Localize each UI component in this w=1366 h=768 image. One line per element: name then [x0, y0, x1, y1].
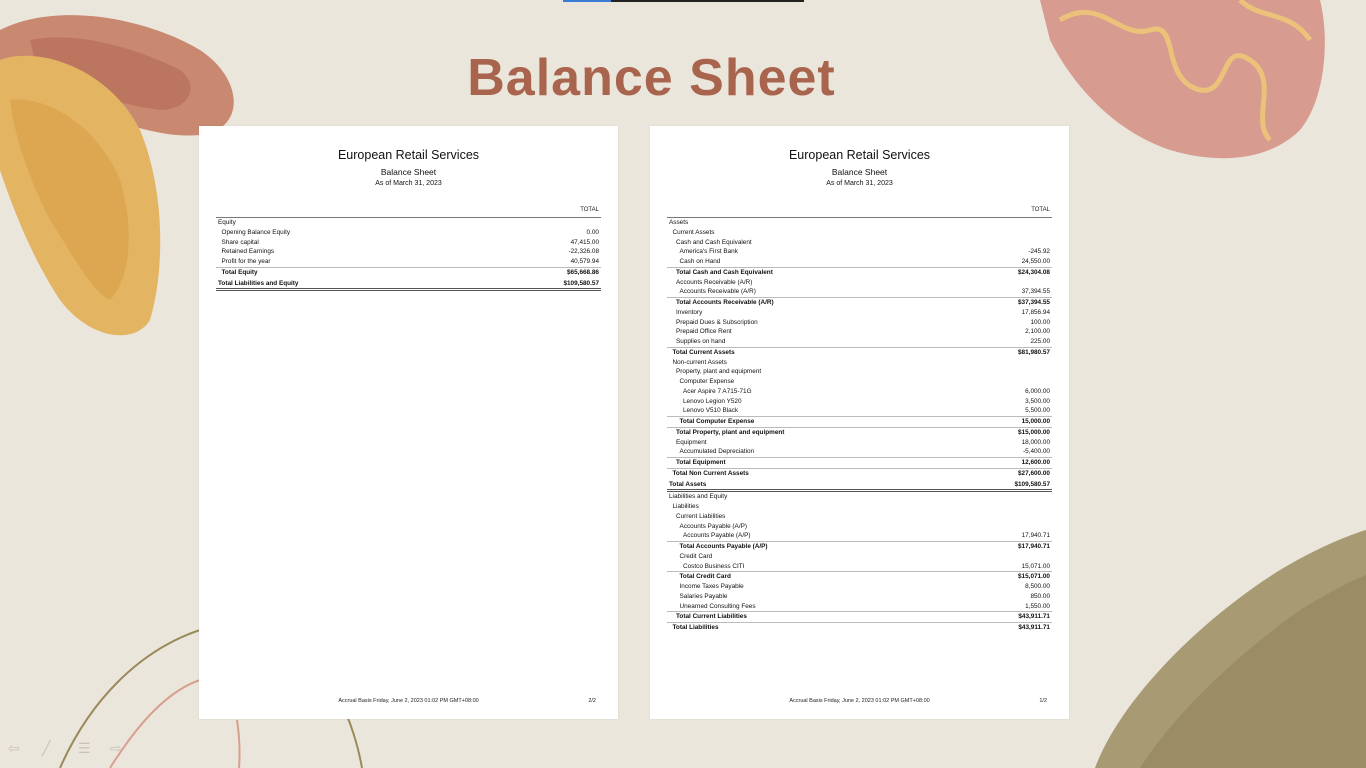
report-rows: [667, 218, 1052, 633]
report-row: [667, 367, 1052, 377]
row-value: -5,400.00: [1022, 448, 1050, 456]
report-row: [667, 447, 1052, 457]
row-label: Supplies on hand: [676, 338, 726, 345]
pink-line-2: [237, 720, 240, 768]
row-label: Total Current Assets: [672, 348, 735, 356]
row-label: Lenovo Legion Y520: [683, 397, 742, 405]
row-label: Total Cash and Cash Equivalent: [676, 268, 773, 276]
row-value: 17,856.94: [1021, 308, 1050, 316]
row-value: 0.00: [586, 228, 599, 236]
row-label: Computer Expense: [679, 378, 735, 385]
slideshow-controls: [8, 740, 138, 756]
report-total-row: [667, 611, 1052, 622]
row-value: 15,000.00: [1021, 418, 1050, 425]
row-label: Total Assets: [669, 480, 707, 488]
report-total-row: [667, 427, 1052, 438]
row-label: Total Liabilities: [672, 624, 719, 631]
row-value: 8,500.00: [1025, 583, 1050, 590]
row-label: Income Taxes Payable: [679, 583, 744, 590]
report-rows: [216, 218, 601, 291]
report-total-row: [667, 267, 1052, 278]
report-row: [667, 592, 1052, 602]
report-row: [667, 582, 1052, 592]
row-label: Non-current Assets: [672, 358, 727, 366]
row-label: Lenovo V510 Black: [683, 407, 739, 415]
row-value: $15,000.00: [1018, 428, 1050, 436]
report-title: Balance Sheet: [380, 167, 437, 177]
report-total-row: [667, 457, 1052, 468]
row-value: 2,100.00: [1025, 328, 1050, 336]
row-label: Total Equity: [221, 268, 258, 276]
row-label: Accounts Payable (A/P): [683, 532, 751, 540]
row-label: Costco Business CITI: [683, 562, 745, 570]
row-value: 5,500.00: [1025, 407, 1050, 415]
report-total-row: [667, 347, 1052, 358]
report-row: [216, 247, 601, 257]
report-row: [216, 218, 601, 228]
row-value: 12,600.00: [1021, 459, 1050, 466]
report-row: [667, 522, 1052, 532]
report-date: As of March 31, 2023: [375, 180, 442, 187]
page-number: 1/2: [1039, 698, 1047, 704]
top-progress-fill: [563, 0, 611, 2]
row-value: 17,940.71: [1021, 532, 1050, 540]
row-label: Inventory: [676, 308, 703, 316]
row-label: Share capital: [221, 238, 259, 246]
report-total-row: [667, 571, 1052, 582]
row-label: Unearned Consulting Fees: [679, 602, 756, 610]
report-row: [667, 377, 1052, 387]
row-value: $109,580.57: [563, 279, 599, 287]
row-label: Total Liabilities and Equity: [218, 279, 299, 287]
report-row: [667, 308, 1052, 318]
report-row: [667, 238, 1052, 248]
row-label: Acer Aspire 7 A715-71G: [683, 387, 752, 395]
row-label: Property, plant and equipment: [676, 368, 762, 376]
company-name: European Retail Services: [337, 148, 480, 162]
row-value: -245.92: [1028, 248, 1050, 256]
slide-title: Balance Sheet: [467, 49, 836, 107]
row-label: America's First Bank: [679, 248, 738, 256]
row-value: -22,326.08: [568, 248, 599, 256]
report-row: [667, 438, 1052, 448]
report-table: [216, 207, 601, 291]
report-row: [667, 502, 1052, 512]
row-label: Accounts Payable (A/P): [679, 522, 747, 530]
row-value: $65,668.86: [567, 268, 599, 276]
row-label: Credit Card: [679, 552, 713, 560]
report-page-1: [650, 126, 1069, 719]
report-total-row: [667, 541, 1052, 552]
report-total-row: [667, 622, 1052, 633]
row-label: Accumulated Depreciation: [679, 448, 755, 456]
row-value: $27,600.00: [1018, 469, 1050, 477]
row-label: Accounts Receivable (A/R): [676, 278, 753, 286]
row-label: Prepaid Office Rent: [676, 328, 732, 336]
report-row: [667, 406, 1052, 416]
company-name: European Retail Services: [788, 148, 931, 162]
report-table: [667, 207, 1052, 633]
report-row: [667, 552, 1052, 562]
report-row: [216, 228, 601, 238]
row-label: Total Equipment: [676, 459, 726, 466]
report-row: [667, 228, 1052, 238]
row-label: Accounts Receivable (A/R): [679, 288, 756, 296]
report-total-row: [667, 480, 1052, 493]
row-label: Equity: [218, 219, 236, 226]
report-row: [667, 397, 1052, 407]
report-row: [667, 247, 1052, 257]
row-value: 100.00: [1030, 318, 1050, 326]
report-row: [667, 278, 1052, 288]
report-row: [667, 287, 1052, 297]
row-value: 18,000.00: [1021, 438, 1050, 446]
report-row: [667, 387, 1052, 397]
row-label: Equipment: [676, 438, 707, 446]
row-label: Cash and Cash Equivalent: [676, 238, 752, 246]
row-label: Retained Earnings: [221, 248, 275, 256]
row-label: Profit for the year: [221, 258, 271, 265]
report-total-row: [667, 416, 1052, 427]
report-row: [667, 358, 1052, 368]
top-progress-bar: [563, 0, 804, 2]
arrow-left-icon[interactable]: ⇦: [8, 740, 20, 756]
row-value: $43,911.71: [1018, 613, 1050, 621]
row-label: Current Liabilities: [676, 512, 726, 520]
row-label: Total Accounts Payable (A/P): [679, 543, 768, 550]
report-row: [667, 218, 1052, 228]
row-value: $17,940.71: [1018, 543, 1050, 550]
report-row: [667, 602, 1052, 612]
report-row: [667, 492, 1052, 502]
row-value: 3,500.00: [1025, 397, 1050, 405]
report-row: [216, 257, 601, 267]
report-row: [667, 512, 1052, 522]
report-row: [667, 337, 1052, 347]
row-label: Current Assets: [672, 228, 715, 236]
arrow-right-icon[interactable]: ⇨: [110, 740, 122, 756]
report-title: Balance Sheet: [831, 167, 888, 177]
row-value: 225.00: [1030, 338, 1050, 345]
row-label: Total Property, plant and equipment: [676, 428, 785, 436]
row-label: Total Computer Expense: [679, 418, 755, 425]
row-value: $15,071.00: [1018, 573, 1050, 581]
report-row: [667, 327, 1052, 337]
row-value: 15,071.00: [1021, 562, 1050, 570]
row-label: Total Credit Card: [679, 573, 731, 581]
row-value: 850.00: [1030, 592, 1050, 600]
column-header: TOTAL: [216, 207, 601, 218]
row-label: Assets: [669, 219, 689, 226]
row-value: $24,304.08: [1018, 268, 1050, 276]
report-row: [667, 318, 1052, 328]
pen-icon[interactable]: ╱: [42, 740, 51, 756]
report-page-2: [199, 126, 618, 719]
report-total-row: [667, 297, 1052, 308]
report-total-row: [216, 279, 601, 292]
row-value: $81,980.57: [1018, 348, 1050, 356]
row-value: 37,394.55: [1021, 288, 1050, 296]
row-value: $37,394.55: [1018, 299, 1050, 306]
row-value: 40,579.94: [570, 258, 599, 265]
row-label: Total Current Liabilities: [676, 613, 747, 621]
report-row: [667, 531, 1052, 541]
row-label: Total Non Current Assets: [672, 469, 749, 477]
row-label: Total Accounts Receivable (A/R): [676, 299, 774, 306]
footer-text: Accrual Basis Friday, June 2, 2023 01:02 PM GMT+08:00: [338, 698, 479, 704]
footer-text: Accrual Basis Friday, June 2, 2023 01:02 PM GMT+08:00: [789, 698, 930, 704]
row-value: 1,550.00: [1025, 602, 1050, 610]
row-label: Cash on Hand: [679, 258, 721, 265]
page-number: 2/2: [588, 698, 596, 704]
report-row: [667, 562, 1052, 572]
row-label: Liabilities and Equity: [669, 493, 728, 501]
report-total-row: [216, 267, 601, 278]
row-value: $109,580.57: [1014, 480, 1050, 488]
report-date: As of March 31, 2023: [826, 180, 893, 187]
menu-icon[interactable]: ☰: [78, 740, 91, 756]
row-label: Opening Balance Equity: [221, 228, 291, 236]
report-total-row: [667, 468, 1052, 479]
row-value: 47,415.00: [570, 238, 599, 246]
row-label: Prepaid Dues & Subscription: [676, 318, 758, 326]
row-value: $43,911.71: [1018, 624, 1050, 631]
row-label: Salaries Payable: [679, 592, 728, 600]
row-value: 24,550.00: [1021, 258, 1050, 265]
column-header: TOTAL: [667, 207, 1052, 218]
row-value: 6,000.00: [1025, 387, 1050, 395]
report-row: [667, 257, 1052, 267]
row-label: Liabilities: [672, 503, 699, 510]
report-row: [216, 238, 601, 248]
